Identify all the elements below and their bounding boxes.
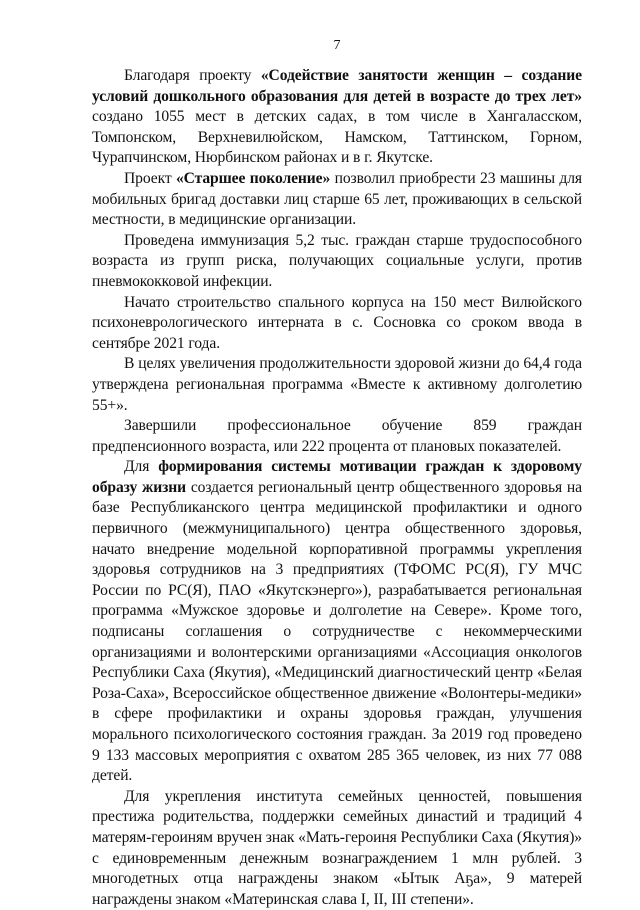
project-title-bold: «Содействие занятости женщин – создание условий дошкольного образования для детей в возрасте до трех лет» — [92, 67, 582, 105]
paragraph-text: Проект — [124, 169, 176, 187]
paragraph-text: Для укрепления института семейных ценностей, повышения престижа родительства, поддержки семейных династий и традиций 4 матерям-героиням вручен знак «Мать-героиня Республики Саха (Якутия)» с единовременным денежным вознаграждением 1 млн рублей. 3 многодетных отца награждены знаком «Ытык Аҕа», 9 матерей награждены знаком «Материнская слава I, II, III степени». — [92, 787, 582, 908]
paragraph-older-generation — [92, 169, 582, 231]
paragraph-text: Начато строительство спального корпуса на 150 мест Вилюйского психоневрологического интерната в с. Сосновка со сроком ввода в сентябре 2021 года. — [92, 293, 582, 352]
paragraph-text: Для — [124, 458, 159, 476]
paragraph-family-values — [92, 787, 582, 910]
paragraph-healthy-lifestyle — [92, 457, 582, 787]
highlight-bold: формирования системы мотивации граждан к здоровому образу жизни — [92, 458, 582, 496]
project-title-bold: «Старшее поколение» — [175, 169, 331, 187]
paragraph-employment-project — [92, 66, 582, 169]
paragraph-construction — [92, 293, 582, 355]
paragraph-longevity-program — [92, 354, 582, 416]
page-number: 7 — [333, 38, 341, 53]
paragraph-text: создается региональный центр общественного здоровья на базе Республиканского центра медицинской профилактики и одного первичного (межмуниципального) центра общественного здоровья, начато внедрение модельной корпоративной программы укрепления здоровья сотрудников на 3 предприятиях (ТФОМС РС(Я), ГУ МЧС России по РС(Я), ПАО «Якутскэнерго»), разрабатывается региональная программа «Мужское здоровье и долголетие на Севере». Кроме того, подписаны соглашения о сотрудничестве с некоммерческими организациями и волонтерскими организациями «Ассоциация онкологов Республики Саха (Якутия), «Медицинский диагностический центр «Белая Роза-Саха», Всероссийское общественное движение «Волонтеры-медики» в сфере профилактики и охраны здоровья граждан, улучшения морального психологического состояния граждан. За 2019 год проведено 9 133 массовых мероприятия с охватом 285 365 человек, из них 77 088 детей. — [92, 478, 582, 785]
paragraph-immunization — [92, 231, 582, 293]
paragraph-text: Проведена иммунизация 5,2 тыс. граждан старше трудоспособного возраста из групп риска, получающих социальные услуги, против пневмококковой инфекции. — [92, 231, 582, 290]
paragraph-text: Благодаря проекту — [124, 67, 261, 84]
paragraph-text: создано 1055 мест в детских садах, в том числе в Хангаласском, Томпонском, Верхневилюйском, Намском, Таттинском, Горном, Чурапчинском, Нюрбинском районах и в г. Якутске. — [92, 108, 582, 167]
paragraph-pre-retirement-training — [92, 416, 582, 457]
paragraph-text: позволил приобрести 23 машины для мобильных бригад доставки лиц старше 65 лет, проживающих в сельской местности, в медицинские организации. — [92, 169, 582, 229]
paragraph-text: Завершили профессиональное обучение 859 граждан предпенсионного возраста, или 222 процента от плановых показателей. — [92, 417, 582, 455]
paragraph-text: В целях увеличения продолжительности здоровой жизни до 64,4 года утверждена региональная программа «Вместе к активному долголетию 55+». — [92, 355, 582, 414]
